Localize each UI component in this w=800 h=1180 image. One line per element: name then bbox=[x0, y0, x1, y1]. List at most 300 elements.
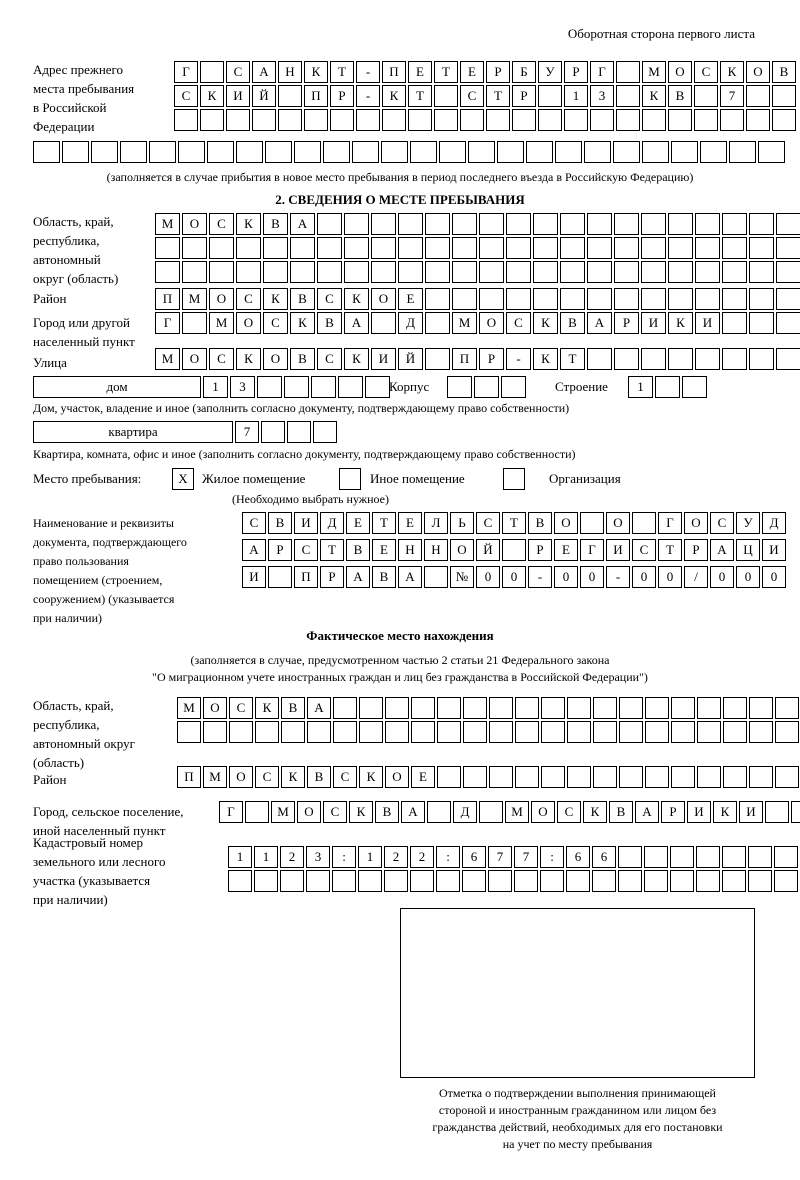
form-cell[interactable] bbox=[758, 141, 785, 163]
form-cell[interactable] bbox=[474, 376, 499, 398]
form-cell[interactable] bbox=[560, 261, 585, 283]
form-cell[interactable]: 7 bbox=[514, 846, 538, 868]
house-number-cells[interactable] bbox=[203, 376, 392, 398]
form-cell[interactable] bbox=[398, 237, 423, 259]
form-cell[interactable] bbox=[452, 237, 477, 259]
form-cell[interactable] bbox=[236, 261, 261, 283]
form-cell[interactable]: А bbox=[710, 539, 734, 561]
form-cell[interactable] bbox=[668, 348, 693, 370]
form-cell[interactable] bbox=[587, 288, 612, 310]
form-cell[interactable]: В bbox=[307, 766, 331, 788]
form-cell[interactable] bbox=[618, 870, 642, 892]
flat-cells[interactable] bbox=[235, 421, 339, 443]
form-cell[interactable]: О bbox=[554, 512, 578, 534]
form-cell[interactable]: : bbox=[436, 846, 460, 868]
form-cell[interactable] bbox=[439, 141, 466, 163]
form-cell[interactable]: Р bbox=[330, 85, 354, 107]
form-cell[interactable]: И bbox=[606, 539, 630, 561]
form-cell[interactable] bbox=[120, 141, 147, 163]
form-cell[interactable] bbox=[506, 213, 531, 235]
form-cell[interactable] bbox=[486, 109, 510, 131]
form-cell[interactable] bbox=[177, 721, 201, 743]
form-cell[interactable] bbox=[641, 288, 666, 310]
stamp-box[interactable] bbox=[400, 908, 755, 1078]
form-cell[interactable]: В bbox=[281, 697, 305, 719]
prev-address-row-2[interactable] bbox=[174, 85, 798, 107]
form-cell[interactable]: П bbox=[304, 85, 328, 107]
section2-region-row-2[interactable] bbox=[155, 237, 800, 259]
form-cell[interactable]: К bbox=[304, 61, 328, 83]
form-cell[interactable] bbox=[644, 870, 668, 892]
form-cell[interactable]: Р bbox=[268, 539, 292, 561]
form-cell[interactable]: 1 bbox=[228, 846, 252, 868]
form-cell[interactable] bbox=[254, 870, 278, 892]
form-cell[interactable] bbox=[261, 421, 285, 443]
form-cell[interactable]: 2 bbox=[410, 846, 434, 868]
form-cell[interactable] bbox=[533, 213, 558, 235]
form-cell[interactable]: К bbox=[359, 766, 383, 788]
form-cell[interactable] bbox=[613, 141, 640, 163]
form-cell[interactable] bbox=[723, 721, 747, 743]
form-cell[interactable] bbox=[497, 141, 524, 163]
form-cell[interactable] bbox=[501, 376, 526, 398]
form-cell[interactable] bbox=[506, 288, 531, 310]
form-cell[interactable] bbox=[749, 288, 774, 310]
form-cell[interactable] bbox=[695, 288, 720, 310]
form-cell[interactable]: 6 bbox=[462, 846, 486, 868]
form-cell[interactable] bbox=[748, 870, 772, 892]
form-cell[interactable] bbox=[670, 870, 694, 892]
form-cell[interactable]: Д bbox=[762, 512, 786, 534]
place-type-residential-checkbox[interactable]: X bbox=[172, 468, 194, 490]
form-cell[interactable] bbox=[642, 109, 666, 131]
form-cell[interactable] bbox=[696, 846, 720, 868]
form-cell[interactable] bbox=[447, 376, 472, 398]
form-cell[interactable] bbox=[526, 141, 553, 163]
form-cell[interactable]: С bbox=[506, 312, 531, 334]
form-cell[interactable] bbox=[616, 109, 640, 131]
form-cell[interactable]: П bbox=[294, 566, 318, 588]
form-cell[interactable] bbox=[358, 870, 382, 892]
form-cell[interactable] bbox=[776, 237, 800, 259]
actual-city-row[interactable] bbox=[219, 801, 800, 823]
section2-document-row-2[interactable] bbox=[242, 539, 788, 561]
form-cell[interactable]: А bbox=[401, 801, 425, 823]
form-cell[interactable]: № bbox=[450, 566, 474, 588]
form-cell[interactable] bbox=[371, 261, 396, 283]
form-cell[interactable]: Г bbox=[580, 539, 604, 561]
form-cell[interactable]: К bbox=[290, 312, 315, 334]
form-cell[interactable] bbox=[560, 237, 585, 259]
form-cell[interactable] bbox=[344, 213, 369, 235]
form-cell[interactable]: 3 bbox=[590, 85, 614, 107]
form-cell[interactable]: Р bbox=[486, 61, 510, 83]
form-cell[interactable] bbox=[540, 870, 564, 892]
form-cell[interactable]: Е bbox=[372, 539, 396, 561]
form-cell[interactable] bbox=[182, 312, 207, 334]
form-cell[interactable]: Е bbox=[408, 61, 432, 83]
form-cell[interactable] bbox=[749, 766, 773, 788]
form-cell[interactable] bbox=[155, 237, 180, 259]
form-cell[interactable] bbox=[695, 237, 720, 259]
form-cell[interactable] bbox=[566, 870, 590, 892]
form-cell[interactable]: 0 bbox=[476, 566, 500, 588]
form-cell[interactable] bbox=[425, 348, 450, 370]
form-cell[interactable] bbox=[749, 721, 773, 743]
form-cell[interactable]: 0 bbox=[736, 566, 760, 588]
form-cell[interactable] bbox=[722, 261, 747, 283]
form-cell[interactable] bbox=[460, 109, 484, 131]
form-cell[interactable] bbox=[228, 870, 252, 892]
form-cell[interactable] bbox=[641, 261, 666, 283]
form-cell[interactable]: 7 bbox=[235, 421, 259, 443]
form-cell[interactable]: С bbox=[333, 766, 357, 788]
form-cell[interactable] bbox=[587, 261, 612, 283]
form-cell[interactable] bbox=[488, 870, 512, 892]
form-cell[interactable] bbox=[229, 721, 253, 743]
form-cell[interactable] bbox=[584, 141, 611, 163]
form-cell[interactable]: Г bbox=[219, 801, 243, 823]
form-cell[interactable]: Т bbox=[330, 61, 354, 83]
form-cell[interactable] bbox=[655, 376, 680, 398]
form-cell[interactable]: Г bbox=[590, 61, 614, 83]
form-cell[interactable]: С bbox=[460, 85, 484, 107]
actual-cadastral-row-2[interactable] bbox=[228, 870, 800, 892]
form-cell[interactable]: К bbox=[200, 85, 224, 107]
form-cell[interactable] bbox=[209, 261, 234, 283]
form-cell[interactable]: В bbox=[290, 288, 315, 310]
form-cell[interactable]: О bbox=[263, 348, 288, 370]
form-cell[interactable]: М bbox=[182, 288, 207, 310]
form-cell[interactable] bbox=[642, 141, 669, 163]
form-cell[interactable] bbox=[306, 870, 330, 892]
form-cell[interactable]: О bbox=[479, 312, 504, 334]
form-cell[interactable] bbox=[313, 421, 337, 443]
form-cell[interactable]: : bbox=[332, 846, 356, 868]
form-cell[interactable] bbox=[278, 109, 302, 131]
form-cell[interactable] bbox=[236, 237, 261, 259]
form-cell[interactable] bbox=[729, 141, 756, 163]
form-cell[interactable] bbox=[290, 261, 315, 283]
form-cell[interactable]: 3 bbox=[230, 376, 255, 398]
form-cell[interactable]: Р bbox=[661, 801, 685, 823]
form-cell[interactable] bbox=[255, 721, 279, 743]
form-cell[interactable]: 0 bbox=[658, 566, 682, 588]
form-cell[interactable]: К bbox=[255, 697, 279, 719]
actual-district-row[interactable] bbox=[177, 766, 800, 788]
form-cell[interactable]: П bbox=[382, 61, 406, 83]
form-cell[interactable]: В bbox=[268, 512, 292, 534]
form-cell[interactable] bbox=[502, 539, 526, 561]
form-cell[interactable] bbox=[587, 213, 612, 235]
form-cell[interactable] bbox=[746, 109, 770, 131]
form-cell[interactable] bbox=[437, 766, 461, 788]
form-cell[interactable]: О bbox=[229, 766, 253, 788]
form-cell[interactable]: 1 bbox=[203, 376, 228, 398]
form-cell[interactable] bbox=[385, 721, 409, 743]
form-cell[interactable] bbox=[452, 261, 477, 283]
form-cell[interactable]: Р bbox=[528, 539, 552, 561]
form-cell[interactable]: К bbox=[720, 61, 744, 83]
form-cell[interactable] bbox=[515, 721, 539, 743]
form-cell[interactable] bbox=[468, 141, 495, 163]
form-cell[interactable]: Т bbox=[486, 85, 510, 107]
form-cell[interactable] bbox=[463, 721, 487, 743]
form-cell[interactable]: 7 bbox=[488, 846, 512, 868]
form-cell[interactable]: Н bbox=[424, 539, 448, 561]
form-cell[interactable] bbox=[567, 697, 591, 719]
form-cell[interactable]: О bbox=[182, 213, 207, 235]
form-cell[interactable]: В bbox=[290, 348, 315, 370]
form-cell[interactable] bbox=[506, 261, 531, 283]
form-cell[interactable] bbox=[696, 870, 720, 892]
form-cell[interactable] bbox=[776, 312, 800, 334]
form-cell[interactable]: И bbox=[371, 348, 396, 370]
form-cell[interactable] bbox=[307, 721, 331, 743]
form-cell[interactable]: К bbox=[533, 312, 558, 334]
form-cell[interactable]: В bbox=[346, 539, 370, 561]
form-cell[interactable] bbox=[463, 697, 487, 719]
form-cell[interactable]: Е bbox=[460, 61, 484, 83]
form-cell[interactable]: Й bbox=[398, 348, 423, 370]
form-cell[interactable]: М bbox=[177, 697, 201, 719]
form-cell[interactable] bbox=[772, 85, 796, 107]
form-cell[interactable] bbox=[425, 261, 450, 283]
form-cell[interactable] bbox=[479, 213, 504, 235]
form-cell[interactable]: О bbox=[684, 512, 708, 534]
form-cell[interactable] bbox=[352, 141, 379, 163]
form-cell[interactable]: И bbox=[695, 312, 720, 334]
form-cell[interactable] bbox=[775, 721, 799, 743]
form-cell[interactable] bbox=[775, 697, 799, 719]
form-cell[interactable]: Д bbox=[320, 512, 344, 534]
form-cell[interactable] bbox=[62, 141, 89, 163]
form-cell[interactable]: И bbox=[739, 801, 763, 823]
form-cell[interactable] bbox=[776, 348, 800, 370]
form-cell[interactable]: С bbox=[323, 801, 347, 823]
form-cell[interactable]: С bbox=[694, 61, 718, 83]
form-cell[interactable]: В bbox=[560, 312, 585, 334]
form-cell[interactable]: О bbox=[297, 801, 321, 823]
form-cell[interactable] bbox=[226, 109, 250, 131]
form-cell[interactable] bbox=[323, 141, 350, 163]
form-cell[interactable] bbox=[614, 261, 639, 283]
actual-region-row-2[interactable] bbox=[177, 721, 800, 743]
form-cell[interactable] bbox=[580, 512, 604, 534]
form-cell[interactable] bbox=[533, 288, 558, 310]
form-cell[interactable]: С bbox=[236, 288, 261, 310]
form-cell[interactable] bbox=[463, 766, 487, 788]
form-cell[interactable]: Д bbox=[398, 312, 423, 334]
form-cell[interactable] bbox=[619, 721, 643, 743]
form-cell[interactable] bbox=[694, 109, 718, 131]
form-cell[interactable] bbox=[209, 237, 234, 259]
form-cell[interactable]: К bbox=[236, 348, 261, 370]
form-cell[interactable]: Т bbox=[320, 539, 344, 561]
form-cell[interactable] bbox=[514, 870, 538, 892]
form-cell[interactable]: Р bbox=[684, 539, 708, 561]
form-cell[interactable] bbox=[671, 141, 698, 163]
form-cell[interactable]: 6 bbox=[566, 846, 590, 868]
form-cell[interactable]: Р bbox=[479, 348, 504, 370]
form-cell[interactable]: - bbox=[606, 566, 630, 588]
form-cell[interactable]: 2 bbox=[280, 846, 304, 868]
form-cell[interactable]: У bbox=[538, 61, 562, 83]
form-cell[interactable] bbox=[614, 213, 639, 235]
form-cell[interactable] bbox=[149, 141, 176, 163]
form-cell[interactable] bbox=[236, 141, 263, 163]
form-cell[interactable]: Л bbox=[424, 512, 448, 534]
form-cell[interactable] bbox=[697, 721, 721, 743]
form-cell[interactable] bbox=[746, 85, 770, 107]
section2-city-row[interactable] bbox=[155, 312, 800, 334]
form-cell[interactable] bbox=[538, 85, 562, 107]
form-cell[interactable] bbox=[284, 376, 309, 398]
form-cell[interactable] bbox=[268, 566, 292, 588]
form-cell[interactable] bbox=[425, 237, 450, 259]
form-cell[interactable] bbox=[749, 312, 774, 334]
form-cell[interactable]: О bbox=[203, 697, 227, 719]
form-cell[interactable]: - bbox=[356, 85, 380, 107]
form-cell[interactable]: К bbox=[668, 312, 693, 334]
form-cell[interactable]: О bbox=[746, 61, 770, 83]
form-cell[interactable]: 7 bbox=[720, 85, 744, 107]
form-cell[interactable]: В bbox=[609, 801, 633, 823]
form-cell[interactable] bbox=[411, 721, 435, 743]
form-cell[interactable] bbox=[382, 109, 406, 131]
form-cell[interactable]: С bbox=[229, 697, 253, 719]
form-cell[interactable]: - bbox=[356, 61, 380, 83]
form-cell[interactable] bbox=[587, 237, 612, 259]
form-cell[interactable]: Е bbox=[411, 766, 435, 788]
form-cell[interactable] bbox=[278, 85, 302, 107]
form-cell[interactable]: Й bbox=[476, 539, 500, 561]
form-cell[interactable]: С bbox=[209, 213, 234, 235]
form-cell[interactable]: В bbox=[317, 312, 342, 334]
form-cell[interactable] bbox=[645, 697, 669, 719]
form-cell[interactable] bbox=[772, 109, 796, 131]
section2-document-row-1[interactable] bbox=[242, 512, 788, 534]
form-cell[interactable] bbox=[668, 213, 693, 235]
form-cell[interactable]: И bbox=[242, 566, 266, 588]
form-cell[interactable]: С bbox=[294, 539, 318, 561]
form-cell[interactable] bbox=[555, 141, 582, 163]
form-cell[interactable] bbox=[593, 721, 617, 743]
form-cell[interactable]: К bbox=[583, 801, 607, 823]
form-cell[interactable] bbox=[723, 697, 747, 719]
form-cell[interactable] bbox=[668, 237, 693, 259]
form-cell[interactable]: М bbox=[452, 312, 477, 334]
form-cell[interactable]: П bbox=[177, 766, 201, 788]
section2-region-row-1[interactable] bbox=[155, 213, 800, 235]
form-cell[interactable]: М bbox=[642, 61, 666, 83]
form-cell[interactable]: 0 bbox=[632, 566, 656, 588]
form-cell[interactable] bbox=[722, 348, 747, 370]
form-cell[interactable] bbox=[694, 85, 718, 107]
form-cell[interactable]: В bbox=[772, 61, 796, 83]
form-cell[interactable] bbox=[668, 288, 693, 310]
form-cell[interactable] bbox=[723, 766, 747, 788]
form-cell[interactable]: С bbox=[174, 85, 198, 107]
form-cell[interactable]: С bbox=[557, 801, 581, 823]
form-cell[interactable] bbox=[538, 109, 562, 131]
form-cell[interactable] bbox=[344, 237, 369, 259]
form-cell[interactable] bbox=[338, 376, 363, 398]
form-cell[interactable] bbox=[533, 261, 558, 283]
form-cell[interactable] bbox=[317, 237, 342, 259]
form-cell[interactable]: Т bbox=[408, 85, 432, 107]
place-type-other-checkbox[interactable] bbox=[339, 468, 361, 490]
form-cell[interactable]: А bbox=[587, 312, 612, 334]
form-cell[interactable] bbox=[749, 348, 774, 370]
form-cell[interactable]: С bbox=[263, 312, 288, 334]
form-cell[interactable] bbox=[434, 85, 458, 107]
form-cell[interactable]: П bbox=[155, 288, 180, 310]
form-cell[interactable] bbox=[479, 261, 504, 283]
form-cell[interactable] bbox=[641, 237, 666, 259]
form-cell[interactable]: 6 bbox=[592, 846, 616, 868]
form-cell[interactable]: Е bbox=[346, 512, 370, 534]
form-cell[interactable]: С bbox=[209, 348, 234, 370]
form-cell[interactable]: В bbox=[668, 85, 692, 107]
form-cell[interactable] bbox=[700, 141, 727, 163]
form-cell[interactable]: С bbox=[255, 766, 279, 788]
form-cell[interactable]: Д bbox=[453, 801, 477, 823]
form-cell[interactable] bbox=[479, 237, 504, 259]
form-cell[interactable] bbox=[489, 766, 513, 788]
form-cell[interactable]: К bbox=[533, 348, 558, 370]
form-cell[interactable] bbox=[506, 237, 531, 259]
form-cell[interactable] bbox=[593, 697, 617, 719]
form-cell[interactable]: А bbox=[307, 697, 331, 719]
form-cell[interactable] bbox=[515, 697, 539, 719]
form-cell[interactable]: - bbox=[506, 348, 531, 370]
form-cell[interactable] bbox=[398, 213, 423, 235]
form-cell[interactable] bbox=[541, 697, 565, 719]
form-cell[interactable]: 1 bbox=[564, 85, 588, 107]
form-cell[interactable] bbox=[791, 801, 800, 823]
form-cell[interactable] bbox=[182, 261, 207, 283]
form-cell[interactable]: А bbox=[252, 61, 276, 83]
form-cell[interactable] bbox=[489, 721, 513, 743]
form-cell[interactable] bbox=[695, 348, 720, 370]
form-cell[interactable]: С bbox=[242, 512, 266, 534]
form-cell[interactable]: К bbox=[263, 288, 288, 310]
form-cell[interactable] bbox=[619, 766, 643, 788]
form-cell[interactable] bbox=[408, 109, 432, 131]
form-cell[interactable] bbox=[560, 213, 585, 235]
form-cell[interactable]: Р bbox=[564, 61, 588, 83]
form-cell[interactable]: Г bbox=[658, 512, 682, 534]
form-cell[interactable] bbox=[33, 141, 60, 163]
form-cell[interactable] bbox=[616, 61, 640, 83]
form-cell[interactable]: К bbox=[382, 85, 406, 107]
form-cell[interactable] bbox=[479, 288, 504, 310]
form-cell[interactable]: 3 bbox=[306, 846, 330, 868]
form-cell[interactable]: И bbox=[641, 312, 666, 334]
form-cell[interactable]: 0 bbox=[710, 566, 734, 588]
form-cell[interactable]: А bbox=[242, 539, 266, 561]
form-cell[interactable]: 0 bbox=[554, 566, 578, 588]
form-cell[interactable] bbox=[670, 846, 694, 868]
form-cell[interactable] bbox=[671, 766, 695, 788]
place-type-org-checkbox[interactable] bbox=[503, 468, 525, 490]
form-cell[interactable]: К bbox=[713, 801, 737, 823]
form-cell[interactable]: М bbox=[155, 213, 180, 235]
form-cell[interactable] bbox=[614, 288, 639, 310]
form-cell[interactable]: С bbox=[317, 288, 342, 310]
form-cell[interactable]: Т bbox=[560, 348, 585, 370]
